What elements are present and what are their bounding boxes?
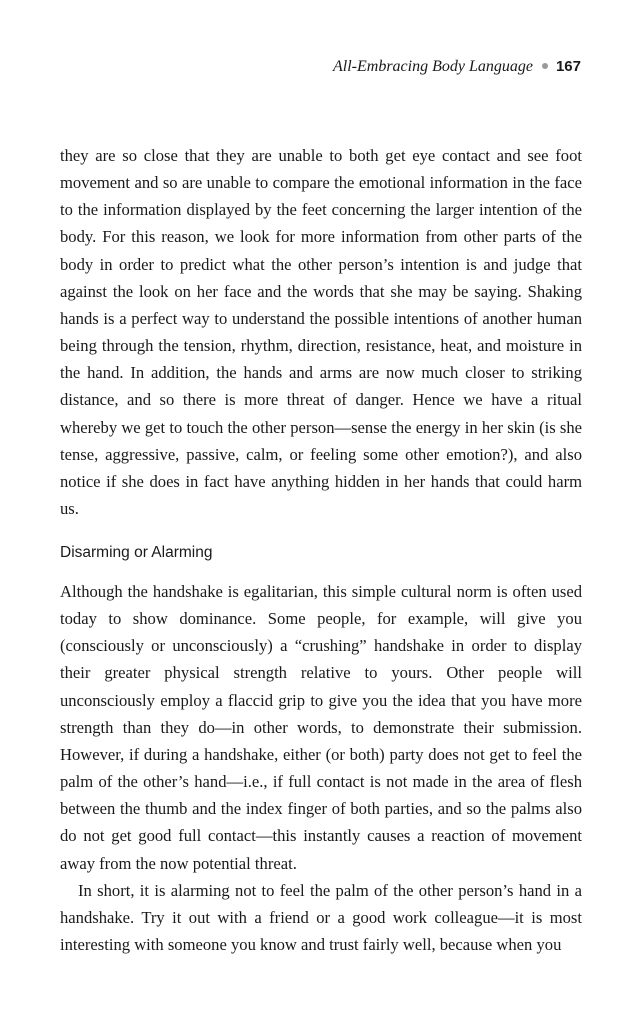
paragraph: Although the handshake is egalitarian, this simple cultural norm is often used today to show dominance. Some people, for example, will give you (consciously or unconsciously) a “crushing” handshake in order to display their greater physical strength relative to yours. Other people will unconsciously employ a flaccid grip to give you the idea that you have more strength than they do—in other words, to demonstrate their submission. However, if during a handshake, either (or both) party does not get to feel the palm of the other’s hand—i.e., if full contact is not made in the area of flesh between the thumb and the index finger of both parties, and so the palms also do not get good full contact—this instantly causes a reaction of movement away from the now potential threat.	[60, 582, 582, 873]
page-number: 167	[555, 58, 581, 75]
running-header	[333, 56, 581, 78]
paragraph: In short, it is alarming not to feel the palm of the other person’s hand in a handshake. Try it out with a friend or a good work colleague—it is most interesting with someone you know and trust fairly well, because when you	[60, 880, 582, 955]
section-heading: Disarming or Alarming	[60, 544, 213, 561]
running-title: All-Embracing Body Language	[333, 58, 533, 75]
text-block-1	[60, 142, 582, 522]
bullet-separator-icon	[542, 63, 548, 69]
text-block-2	[60, 578, 582, 958]
paragraph: they are so close that they are unable to both get eye contact and see foot movement and so are unable to compare the emotional information in the face to the information displayed by the feet concerning the larger intention of the body. For this reason, we look for more information from other parts of the body in order to predict what the other person’s intention is and judge that against the look on her face and the words that she may be saying. Shaking hands is a perfect way to understand the possible intentions of another human being through the tension, rhythm, direction, resistance, heat, and moisture in the hand. In addition, the hands and arms are now much closer to striking distance, and so there is more threat of danger. Hence we have a ritual whereby we get to touch the other person—sense the energy in her skin (is she tense, aggressive, passive, calm, or feeling some other emotion?), and also notice if she does in fact have anything hidden in her hands that could harm us.	[60, 146, 582, 519]
